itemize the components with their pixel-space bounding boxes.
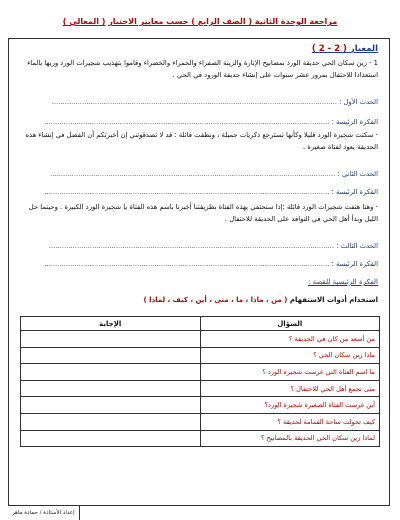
idea1-field [22,118,378,128]
answer-cell[interactable] [21,413,201,430]
table-row [21,430,380,447]
question-cell: أين غرست الفتاة الصغيرة شجيرة الورد؟ [200,397,380,414]
question-cell: لماذا زين سكان الحي الحديقة بالمصابيح ؟ [200,430,380,447]
idea1-dots: .................................................................................................................................... [44,118,330,126]
answer-cell[interactable] [21,380,201,397]
idea3-field [22,260,378,270]
story-paragraph-3: - وهنا هتفت شجيرات الورد قائلة :إذا سنحتفي بهذه الفتاة بطريقتنا أخبرنا باسم هذه الفتاة يا شجيرة الورد الكبيرة . وحينما حل الليل وبدأ أهل الحي في التوافد على الحديقة للاحتفال . [28,203,378,223]
event2-dots: .................................................................................................................................... [50,170,336,178]
footer-credit: إعداد الأستاذة / حمادة ماهر [8,505,80,520]
event3-field [22,242,378,252]
idea3-label: الفكرة الرئيسة : [331,260,378,268]
event2-field [22,170,378,180]
idea2-dots: .................................................................................................................................... [44,188,330,196]
answer-cell[interactable] [21,331,201,348]
question-tools-prefix: استخدام أدوات الاستفهام [289,296,378,304]
standard-heading [312,44,378,54]
story-paragraph-2: - سكتت شجيرة الورد قليلا وكأنها تسترجع ذكريات جميلة ، ونطقت قائلة : قد لا تصدقونني إن أخبرتكم أن الفضل في إنشاء هذه الحديقة يعود لفتاة صغيرة . [25,131,378,151]
question-cell: ماذا زين سكان الحي ؟ [200,347,380,364]
standard-code: ( 2 - 2 ) [311,44,347,54]
standard-label: المعيار [349,44,378,54]
event1-field [22,98,378,108]
answer-cell[interactable] [21,397,201,414]
table-row [21,364,380,381]
event3-dots: .................................................................................................................................... [48,242,335,250]
question-cell: من أسعد من كان في الحديقة ؟ [200,331,380,348]
idea2-field [22,188,378,198]
answer-column-header: الإجابة [21,317,201,331]
table-row [21,397,380,414]
title-sub: ( المعالي ) [62,17,106,26]
event1-dots: .................................................................................................................................... [51,98,337,106]
table-row [21,413,380,430]
question-column-header: السؤال [200,317,380,331]
question-cell: ما اسم الفتاة التي غرست شجيرة الورد ؟ [200,364,380,381]
table-row [21,380,380,397]
title-main: مراجعة الوحدة الثانية ( الصف الرابع ) حسب معايير الاختبار [108,17,338,26]
answer-cell[interactable] [21,347,201,364]
answer-cell[interactable] [21,364,201,381]
story-theme-label: الفكرة الرئيسية للقصة : [308,278,378,286]
table-header-row [21,317,380,331]
event3-label: الحدث الثالث : [336,242,378,250]
table-row [21,347,380,364]
question-cell: متى تجمع أهل الحي للاحتفال ؟ [200,380,380,397]
event2-label: الحدث الثاني : [337,170,378,178]
event1-label: الحدث الأول : [339,98,378,106]
answer-cell[interactable] [21,430,201,447]
story-paragraph-1: 1 - زين سكان الحي حديقة الورد بمصابيح الإنارة والزينة الصفراء والحمراء والخضراء وقاموا بتهذيب شجيرات الورد وريها بالماء استعدادا للاحتفال بمرور عشر سنوات على إنشاء حديقة الورود في الحي . [27,59,378,79]
page-title [0,17,400,26]
question-tools-words: ( من ، ماذا ، ما ، متى ، أين ، كيف ، لماذا ) [143,296,288,304]
idea3-dots: .................................................................................................................................... [44,260,330,268]
question-cell: كيف تحولت ساحة القمامة لحديقة ؟ [200,413,380,430]
question-answer-table [20,316,380,447]
idea2-label: الفكرة الرئيسة : [331,188,378,196]
idea1-label: الفكرة الرئيسة : [331,118,378,126]
table-row [21,331,380,348]
question-tools-heading [144,296,378,304]
